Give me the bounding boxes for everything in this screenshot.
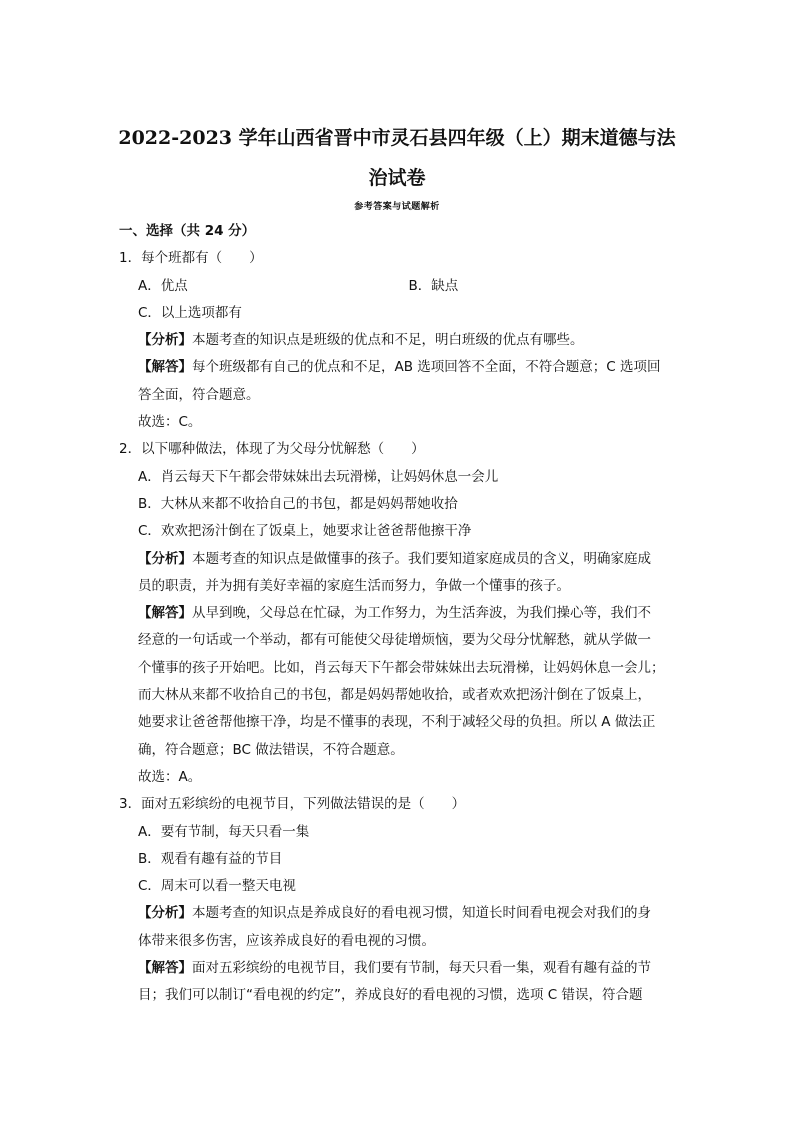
question-3-option-c: C．周末可以看一整天电视 xyxy=(138,878,296,895)
answer-text-line: 目；我们可以制订“看电视的约定”，养成良好的看电视的习惯，选项 C 错误，符合题 xyxy=(138,987,643,1004)
answer-text-line: 经意的一句话或一个举动，都有可能使父母徒增烦恼，要为父母分忧解愁，就从学做一 xyxy=(138,632,651,649)
answer-text-line: 从早到晚，父母总在忙碌，为工作努力，为生活奔波，为我们操心等，我们不 xyxy=(192,605,651,622)
question-1-stem: 1．每个班都有（ ） xyxy=(119,250,263,267)
answer-text-line: 确，符合题意；BC 做法错误，不符合题意。 xyxy=(138,741,404,758)
analysis-text-line: 本题考查的知识点是做懂事的孩子。我们要知道家庭成员的含义，明确家庭成 xyxy=(192,550,651,567)
question-1-analysis xyxy=(119,327,679,354)
question-3-analysis xyxy=(119,900,679,927)
question-3-option-b: B．观看有趣有益的节目 xyxy=(138,850,283,867)
question-1-options-row xyxy=(119,273,679,300)
question-3-stem: 3．面对五彩缤纷的电视节目，下列做法错误的是（ ） xyxy=(119,796,466,813)
question-1-answer xyxy=(119,354,679,381)
answer-text-line: 面对五彩缤纷的电视节目，我们要有节制，每天只看一集，观看有趣有益的节 xyxy=(192,960,651,977)
answer-text-line: 她要求让爸爸帮他擦干净，均是不懂事的表现，不利于减轻父母的负担。所以 A 做法正 xyxy=(138,714,656,731)
analysis-text: 本题考查的知识点是班级的优点和不足，明白班级的优点有哪些。 xyxy=(192,332,584,349)
document-title: 2022-2023 学年山西省晋中市灵石县四年级（上）期末道德与法治试卷 xyxy=(118,127,676,189)
analysis-text-line: 员的职责，并为拥有美好幸福的家庭生活而努力，争做一个懂事的孩子。 xyxy=(138,577,570,594)
analysis-tag: 【分析】 xyxy=(138,550,192,567)
answer-tag: 【解答】 xyxy=(138,359,192,376)
question-2-option-c: C．欢欢把汤汁倒在了饭桌上，她要求让爸爸帮他擦干净 xyxy=(138,523,472,540)
question-1-option-c: C．以上选项都有 xyxy=(138,304,242,321)
analysis-text-line: 体带来很多伤害，应该养成良好的看电视的习惯。 xyxy=(138,932,435,949)
question-2-choice: 故选：A。 xyxy=(138,768,202,785)
analysis-tag: 【分析】 xyxy=(138,905,192,922)
question-3-answer xyxy=(119,955,679,982)
question-1-choice: 故选：C。 xyxy=(138,414,202,431)
question-2-answer xyxy=(119,600,679,627)
section-heading: 一、选择（共 24 分） xyxy=(119,223,256,239)
question-2-analysis xyxy=(119,546,679,573)
answer-tag: 【解答】 xyxy=(138,605,192,622)
answer-text-line: 答全面，符合题意。 xyxy=(138,386,260,403)
question-1-option-a: A．优点 xyxy=(138,277,188,294)
answer-text-line: 每个班级都有自己的优点和不足，AB 选项回答不全面，不符合题意；C 选项回 xyxy=(192,359,661,376)
answer-tag: 【解答】 xyxy=(138,960,192,977)
question-2-option-b: B．大林从来都不收拾自己的书包，都是妈妈帮她收拾 xyxy=(138,495,458,512)
question-3-option-a: A．要有节制，每天只看一集 xyxy=(138,823,310,840)
question-2-option-a: A．肖云每天下午都会带妹妹出去玩滑梯，让妈妈休息一会儿 xyxy=(138,468,499,485)
document-content xyxy=(119,218,679,1010)
answer-text-line: 而大林从来都不收拾自己的书包，都是妈妈帮她收拾，或者欢欢把汤汁倒在了饭桌上， xyxy=(138,687,651,704)
question-1-option-b: B．缺点 xyxy=(408,277,459,294)
answer-text-line: 个懂事的孩子开始吧。比如，肖云每天下午都会带妹妹出去玩滑梯，让妈妈休息一会儿； xyxy=(138,659,665,676)
analysis-tag: 【分析】 xyxy=(138,332,192,349)
analysis-text-line: 本题考查的知识点是养成良好的看电视习惯，知道长时间看电视会对我们的身 xyxy=(192,905,651,922)
document-subtitle: 参考答案与试题解析 xyxy=(354,202,440,212)
question-2-stem: 2．以下哪种做法，体现了为父母分忧解愁（ ） xyxy=(119,441,425,458)
